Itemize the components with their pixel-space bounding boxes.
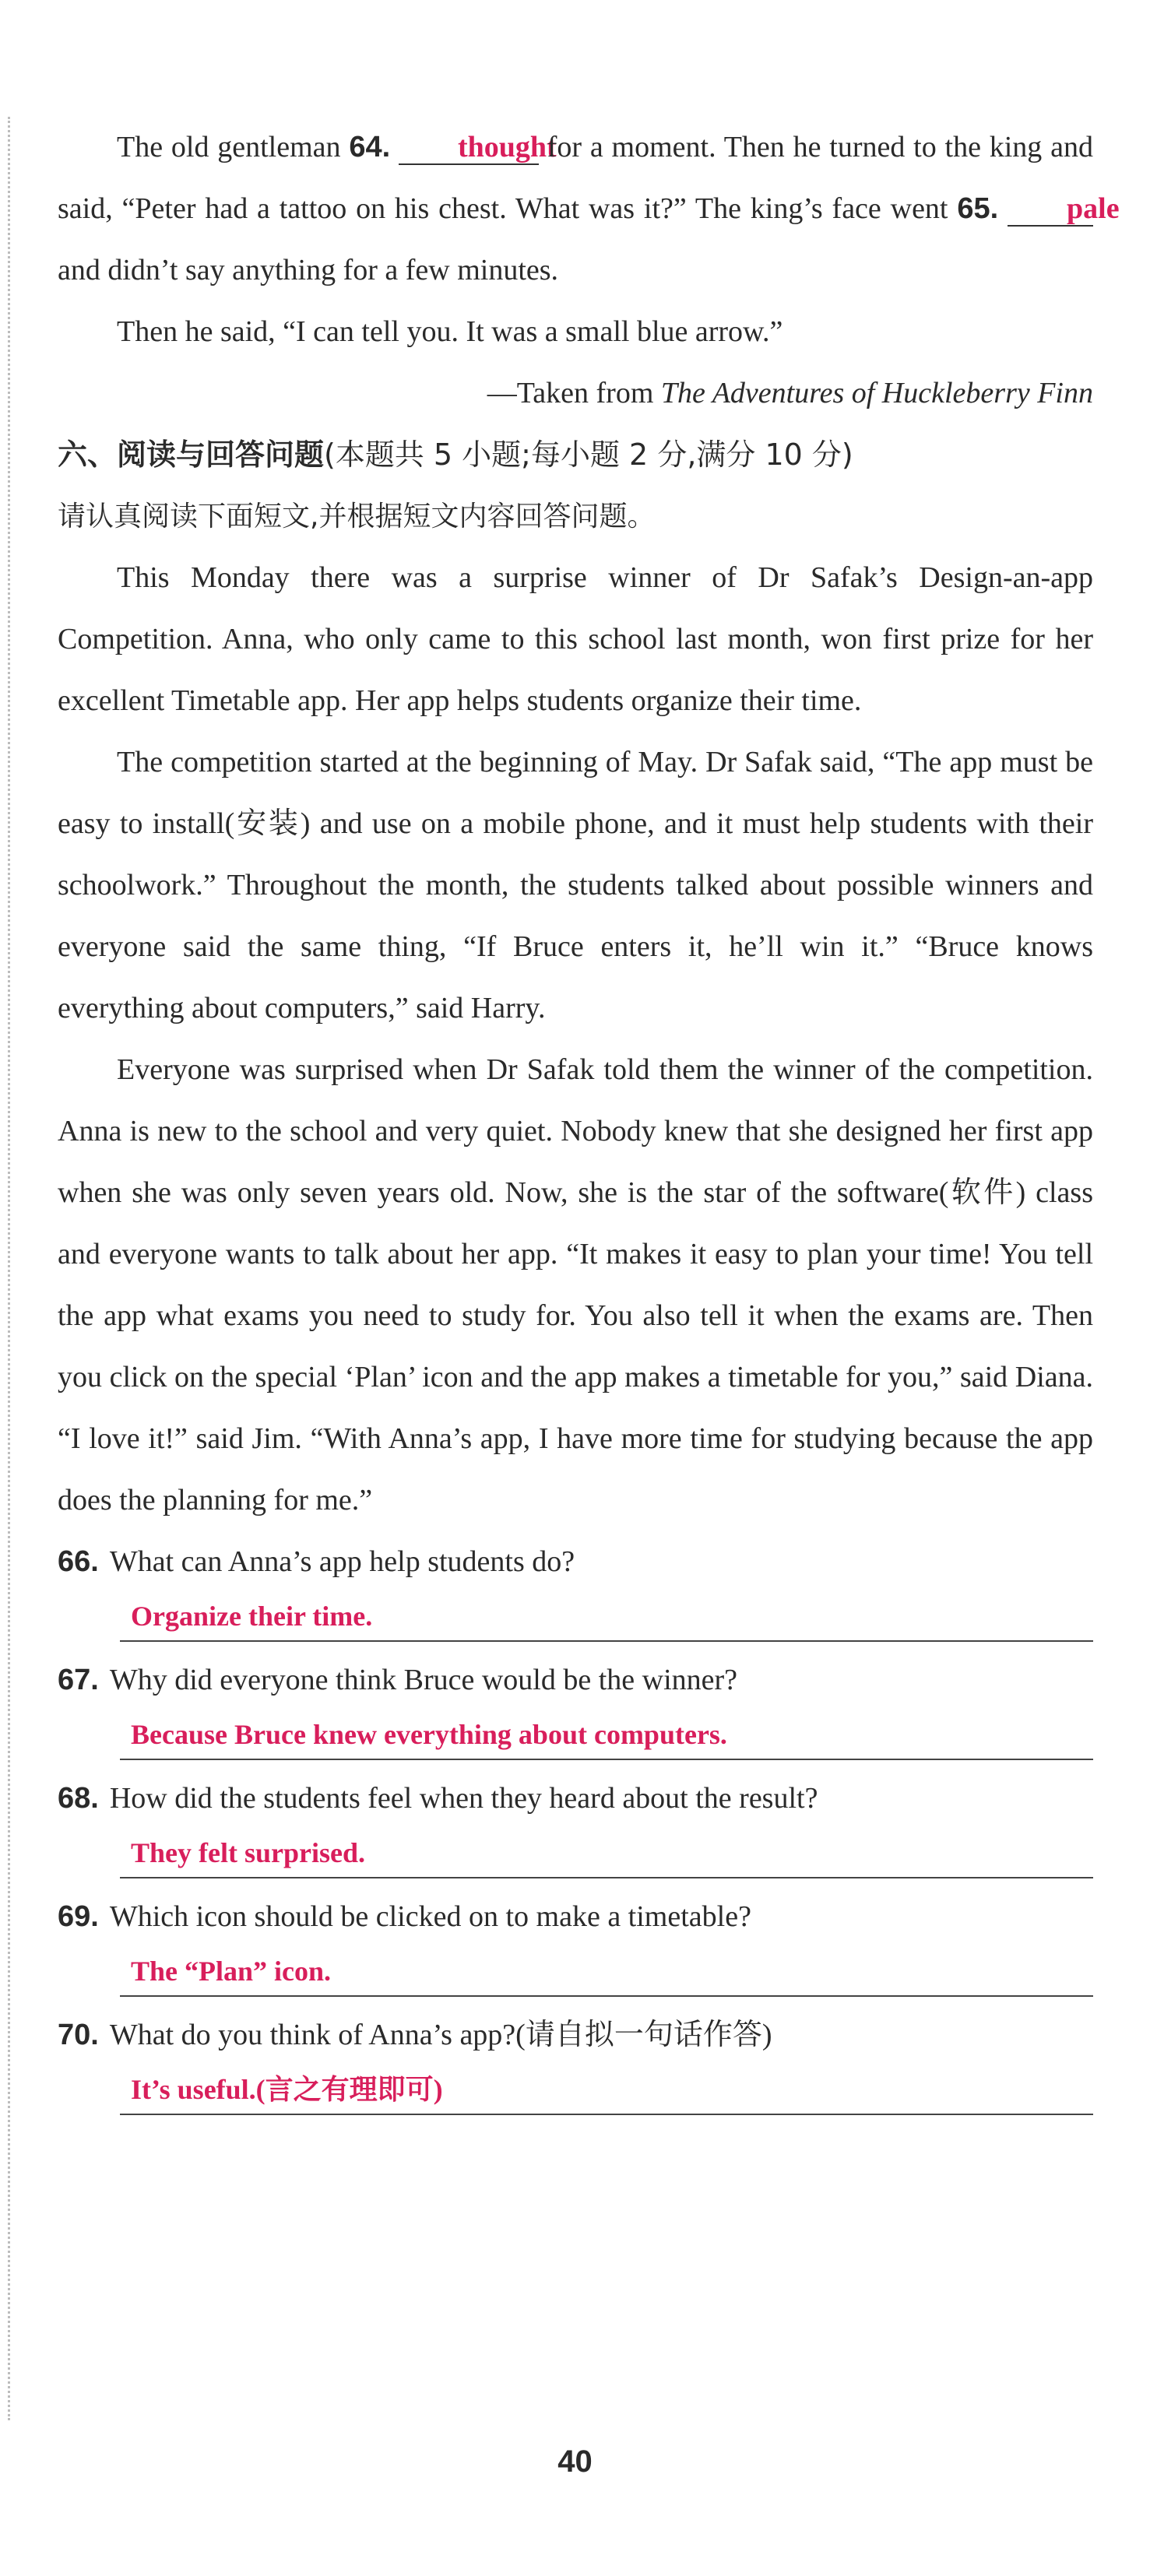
question-text: How did the students feel when they heard about the result?: [109, 1782, 818, 1815]
section-heading: [58, 424, 1093, 486]
story-text: The old gentleman: [117, 131, 350, 163]
source-prefix: —Taken from: [487, 377, 661, 409]
question-item: [58, 2005, 1093, 2115]
answer-line[interactable]: It’s useful.(言之有理即可): [120, 2065, 1093, 2115]
answer-blank-65[interactable]: pale: [1008, 192, 1093, 227]
question-item: [58, 1886, 1093, 1997]
worksheet-page: [58, 117, 1120, 2123]
passage-paragraph-2: The competition started at the beginning of May. Dr Safak said, “The app must be easy to install(安装) and use on a mobile phone, and it must help students with their schoolwork.” Throughout the month, the students talked about possible winners and everyone said the same thing, “If Bruce enters it, he’ll win it.” “Bruce knows everything about computers,” said Harry.: [58, 746, 1093, 1024]
answer-line[interactable]: Because Bruce knew everything about computers.: [120, 1710, 1093, 1760]
passage-paragraph-3: Everyone was surprised when Dr Safak told them the winner of the competition. Anna is new to the school and very quiet. Nobody knew that she designed her first app when she was only seven years old. Now, she is the star of the software(软件) class and everyone wants to talk about her app. “It makes it easy to plan your time! You tell the app what exams you need to study for. You also tell it when the exams are. Then you click on the special ‘Plan’ icon and the app makes a timetable for you,” said Diana. “I love it!” said Jim. “With Anna’s app, I have more time for studying because the app does the planning for me.”: [58, 1053, 1093, 1516]
source-title: The Adventures of Huckleberry Finn: [660, 377, 1093, 409]
section-rules: (本题共 5 小题;每小题 2 分,满分 10 分): [324, 438, 853, 472]
answer-line[interactable]: They felt surprised.: [120, 1829, 1093, 1878]
question-list: [58, 1531, 1093, 2115]
question-number: 67.: [58, 1664, 99, 1696]
page-number: 40: [557, 2444, 593, 2479]
story-paragraph-1: [58, 117, 1120, 301]
story-text: for a moment. Then he turned to the king and said, “Peter had a tattoo on his chest. What was it?” The king’s face went: [58, 131, 1093, 225]
question-number: 69.: [58, 1900, 99, 1933]
answer-line[interactable]: Organize their time.: [120, 1592, 1093, 1642]
question-number-65: 65.: [957, 192, 999, 225]
question-item: [58, 1768, 1093, 1878]
binding-dotted-line: [8, 117, 10, 2420]
answer-line[interactable]: The “Plan” icon.: [120, 1947, 1093, 1997]
question-number: 66.: [58, 1545, 99, 1578]
story-source: [58, 363, 1093, 424]
section-title: 六、阅读与回答问题: [58, 438, 325, 472]
question-text: Why did everyone think Bruce would be the winner?: [109, 1664, 738, 1696]
question-text: What can Anna’s app help students do?: [109, 1545, 575, 1578]
question-item: [58, 1650, 1093, 1760]
question-text: What do you think of Anna’s app?(请自拟一句话作答): [109, 2019, 772, 2051]
passage-paragraph-1: This Monday there was a surprise winner of Dr Safak’s Design-an-app Competition. Anna, who only came to this school last month, won first prize for her excellent Timetable app. Her app helps students organize their time.: [58, 561, 1093, 717]
story-paragraph-2: Then he said, “I can tell you. It was a small blue arrow.”: [117, 315, 783, 348]
question-number-64: 64.: [349, 131, 391, 163]
story-text: and didn’t say anything for a few minutes.: [58, 254, 559, 286]
question-item: [58, 1531, 1093, 1642]
question-number: 70.: [58, 2019, 99, 2051]
answer-blank-64[interactable]: thought: [399, 131, 539, 165]
question-number: 68.: [58, 1782, 99, 1815]
section-instruction: 请认真阅读下面短文,并根据短文内容回答问题。: [58, 501, 656, 532]
question-text: Which icon should be clicked on to make a timetable?: [109, 1900, 751, 1933]
